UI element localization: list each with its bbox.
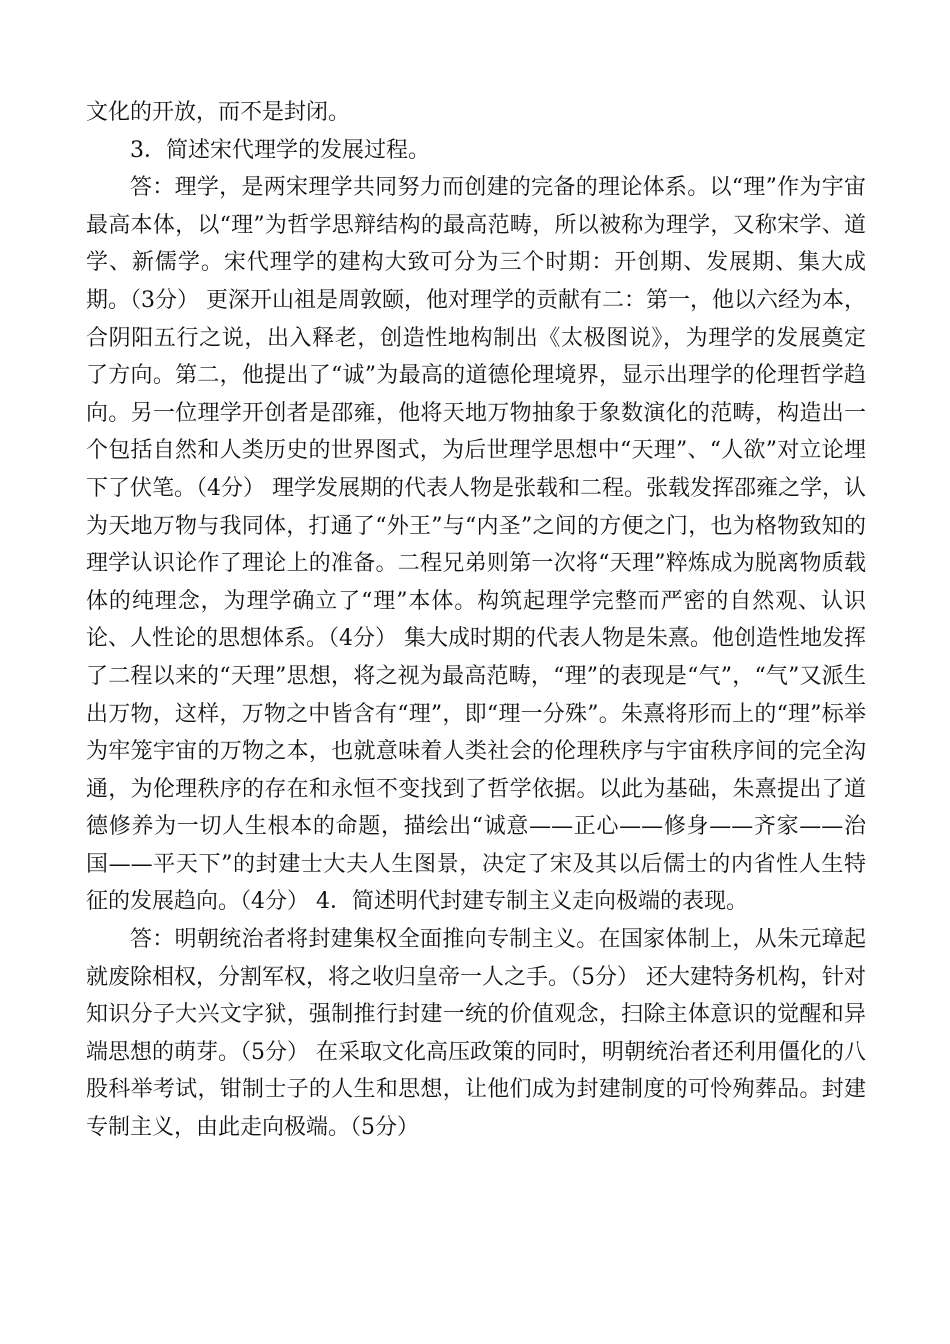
question-3-heading: 3．简述宋代理学的发展过程。 bbox=[130, 137, 430, 163]
document-body bbox=[86, 94, 866, 1147]
answer-4-paragraph: 答：明朝统治者将封建集权全面推向专制主义。在国家体制上，从朱元璋起就废除相权，分割军权，将之收归皇帝一人之手。（5分） 还大建特务机构，针对知识分子大兴文字狱，强制推行封建一统的价值观念，扫除主体意识的觉醒和异端思想的萌芽。（5分） 在采取文化高压政策的同时，明朝统治者还利用僵化的八股科举考试，钳制士子的人生和思想，让他们成为封建制度的可怜殉葬品。封建专制主义，由此走向极端。（5分） bbox=[86, 927, 866, 1141]
answer-3-paragraph: 答：理学，是两宋理学共同努力而创建的完备的理论体系。以“理”作为宇宙最高本体，以“理”为哲学思辩结构的最高范畴，所以被称为理学，又称宋学、道学、新儒学。宋代理学的建构大致可分为三个时期：开创期、发展期、集大成期。（3分） 更深开山祖是周敦颐，他对理学的贡献有二：第一，他以六经为本，合阴阳五行之说，出入释老，创造性地构制出《太极图说》，为理学的发展奠定了方向。第二，他提出了“诚”为最高的道德伦理境界，显示出理学的伦理哲学趋向。另一位理学开创者是邵雍，他将天地万物抽象于象数演化的范畴，构造出一个包括自然和人类历史的世界图式，为后世理学思想中“天理”、“人欲”对立论埋下了伏笔。（4分） 理学发展期的代表人物是张载和二程。张载发挥邵雍之学，认为天地万物与我同体，打通了“外王”与“内圣”之间的方便之门，也为格物致知的理学认识论作了理论上的准备。二程兄弟则第一次将“天理”粹炼成为脱离物质载体的纯理念，为理学确立了“理”本体。构筑起理学完整而严密的自然观、认识论、人性论的思想体系。（4分） 集大成时期的代表人物是朱熹。他创造性地发挥了二程以来的“天理”思想，将之视为最高范畴，“理”的表现是“气”，“气”又派生出万物，这样，万物之中皆含有“理”，即“理一分殊”。朱熹将形而上的“理”标举为牢笼宇宙的万物之本，也就意味着人类社会的伦理秩序与宇宙秩序间的完全沟通，为伦理秩序的存在和永恒不变找到了哲学依据。以此为基础，朱熹提出了道德修养为一切人生根本的命题，描绘出“诚意——正心——修身——齐家——治国——平天下”的封建士大夫人生图景，决定了宋及其以后儒士的内省性人生特征的发展趋向。（4分） 4．简述明代封建专制主义走向极端的表现。 bbox=[86, 175, 866, 915]
paragraph-continuation: 文化的开放，而不是封闭。 bbox=[86, 100, 351, 125]
